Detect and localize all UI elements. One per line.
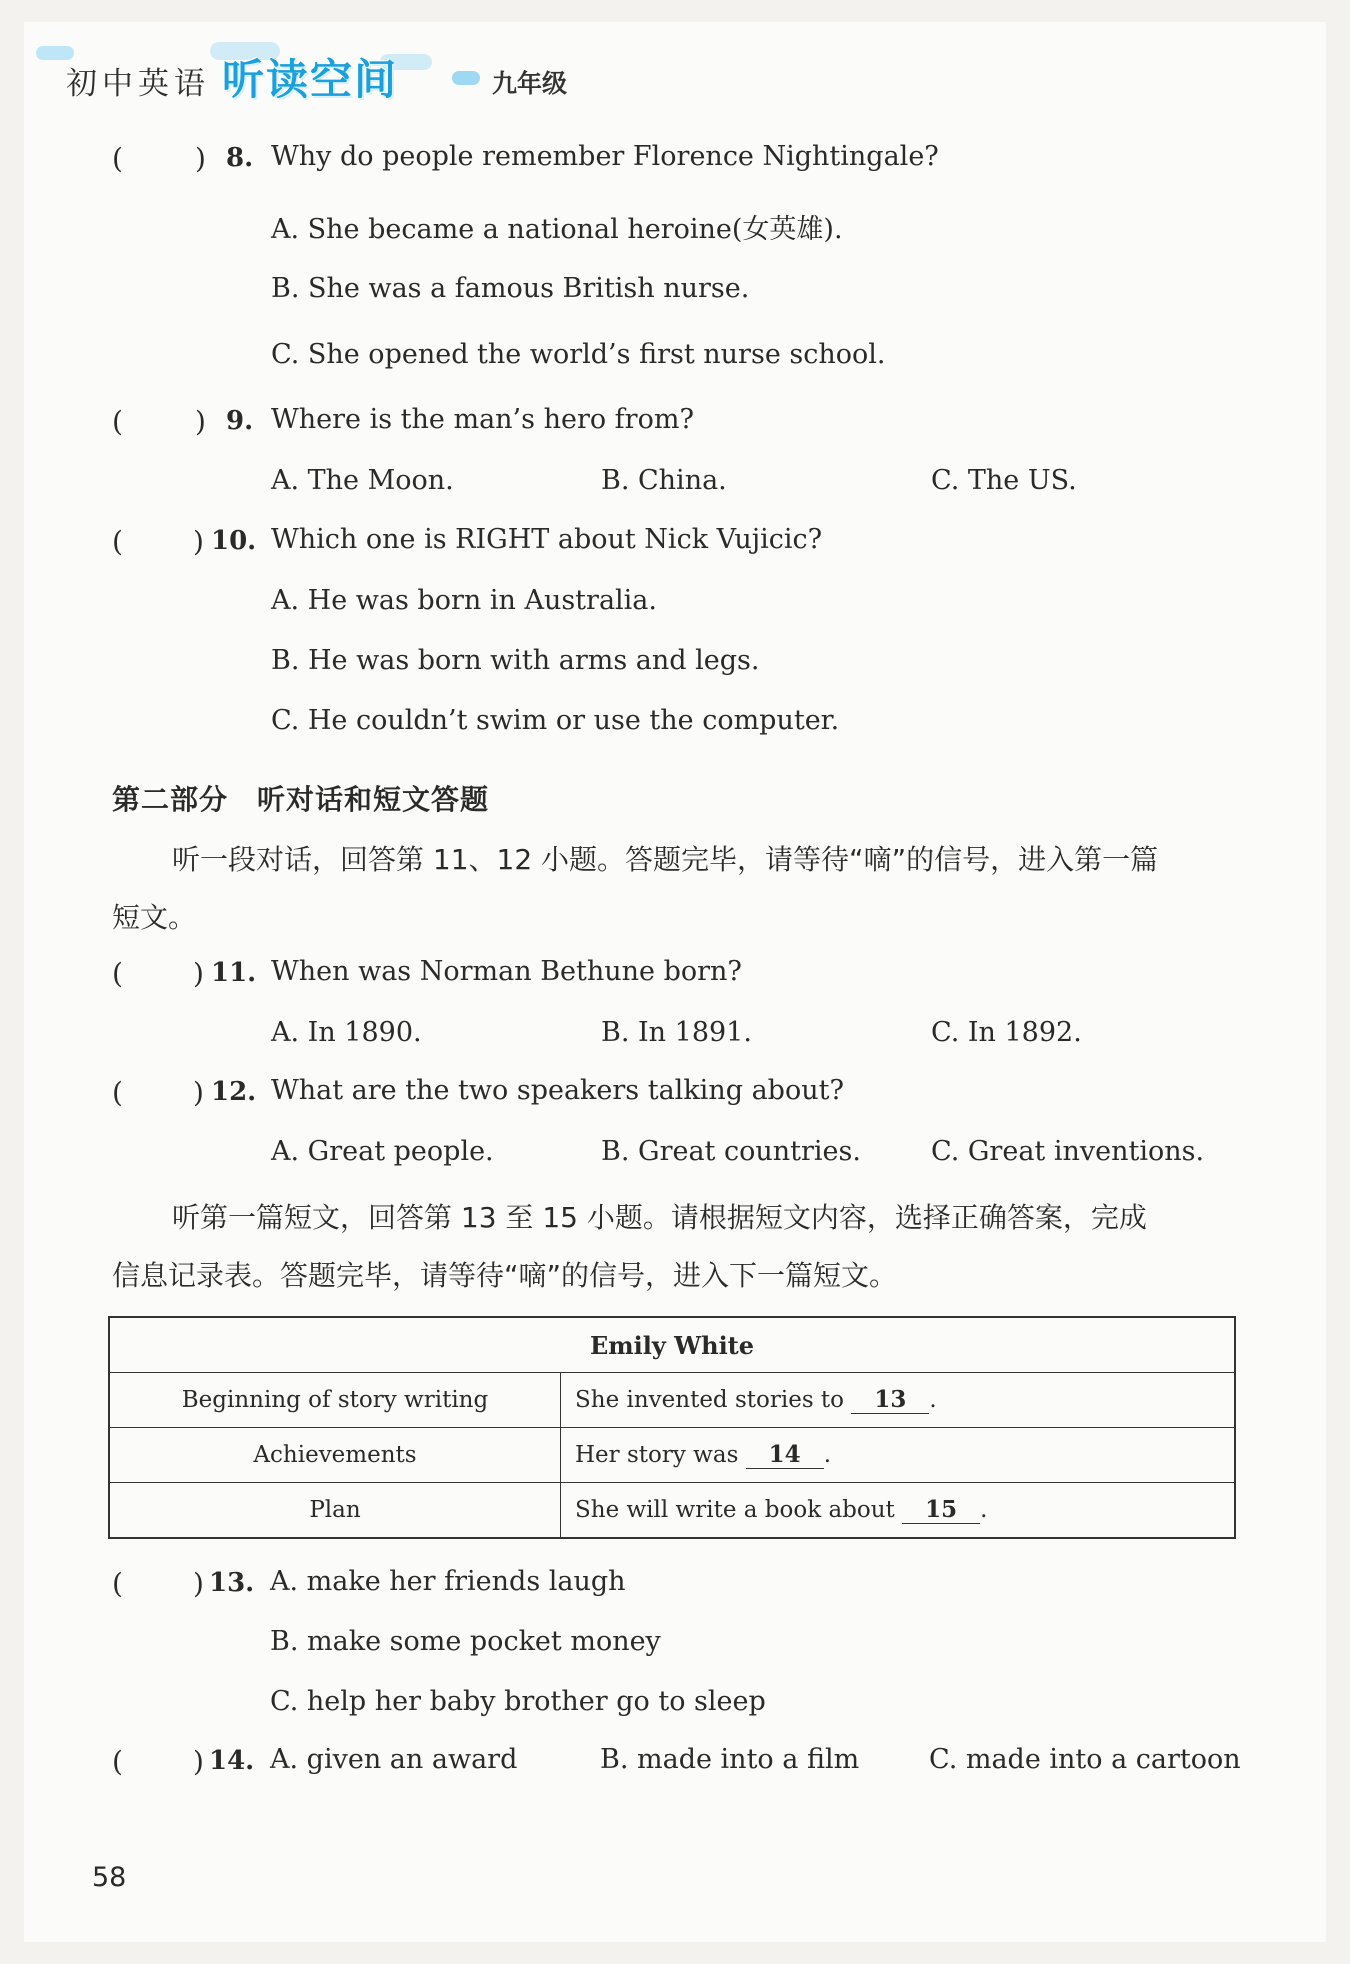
instruction-paragraph-1: 听一段对话，回答第 11、12 小题。答题完毕，请等待“嘀”的信号，进入第一篇 bbox=[172, 843, 1159, 876]
answer-blank-13[interactable]: 13 bbox=[851, 1386, 929, 1414]
option-b: B. make some pocket money bbox=[270, 1626, 661, 1657]
table-row bbox=[109, 1483, 1235, 1539]
instruction-paragraph-1-cont: 短文。 bbox=[112, 901, 197, 934]
option-c: C. She opened the world’s first nurse school. bbox=[271, 339, 886, 370]
section-title: 第二部分 听对话和短文答题 bbox=[112, 783, 490, 816]
option-c: C. He couldn’t swim or use the computer. bbox=[271, 705, 840, 736]
answer-bracket-close: ) bbox=[195, 142, 206, 175]
question-number: 14. bbox=[209, 1746, 255, 1776]
question-number: 9. bbox=[226, 406, 254, 436]
question-stem: Which one is RIGHT about Nick Vujicic? bbox=[271, 524, 823, 555]
table-row bbox=[109, 1428, 1235, 1483]
option-a: A. Great people. bbox=[271, 1136, 494, 1167]
answer-bracket[interactable]: ( bbox=[112, 1567, 123, 1600]
option-a: A. make her friends laugh bbox=[270, 1566, 626, 1597]
table-title: Emily White bbox=[109, 1317, 1235, 1373]
option-a: A. given an award bbox=[270, 1744, 518, 1775]
question-number: 8. bbox=[226, 143, 254, 173]
option-b: B. made into a film bbox=[600, 1744, 860, 1775]
option-b: B. Great countries. bbox=[601, 1136, 861, 1167]
cloud-bullet-icon bbox=[452, 71, 480, 85]
page-header bbox=[0, 0, 1350, 120]
row-label: Beginning of story writing bbox=[109, 1373, 561, 1428]
answer-bracket-close: ) bbox=[193, 525, 204, 558]
answer-blank-14[interactable]: 14 bbox=[746, 1441, 824, 1469]
option-a: A. He was born in Australia. bbox=[271, 585, 657, 616]
question-number: 11. bbox=[211, 958, 257, 988]
option-c: C. The US. bbox=[931, 465, 1077, 496]
answer-bracket[interactable]: ( bbox=[112, 1076, 123, 1109]
row-content: She will write a book about 15 . bbox=[561, 1483, 1236, 1539]
question-stem: What are the two speakers talking about? bbox=[271, 1075, 844, 1106]
table-row bbox=[109, 1373, 1235, 1428]
row-text: She invented stories to bbox=[575, 1387, 845, 1413]
answer-bracket[interactable]: ( bbox=[112, 957, 123, 990]
question-stem: Why do people remember Florence Nightingale? bbox=[271, 141, 939, 172]
answer-bracket-close: ) bbox=[193, 957, 204, 990]
row-label: Plan bbox=[109, 1483, 561, 1539]
row-content: She invented stories to 13 . bbox=[561, 1373, 1236, 1428]
question-stem: Where is the man’s hero from? bbox=[271, 404, 694, 435]
option-b: B. He was born with arms and legs. bbox=[271, 645, 760, 676]
instruction-paragraph-2: 听第一篇短文，回答第 13 至 15 小题。请根据短文内容，选择正确答案，完成 bbox=[172, 1201, 1147, 1234]
option-b: B. China. bbox=[601, 465, 727, 496]
instruction-paragraph-2-cont: 信息记录表。答题完毕，请等待“嘀”的信号，进入下一篇短文。 bbox=[112, 1259, 898, 1292]
row-label: Achievements bbox=[109, 1428, 561, 1483]
option-c: C. Great inventions. bbox=[931, 1136, 1205, 1167]
option-a: A. She became a national heroine(女英雄). bbox=[271, 214, 843, 245]
question-number: 10. bbox=[211, 526, 257, 556]
answer-bracket-close: ) bbox=[193, 1076, 204, 1109]
question-number: 12. bbox=[211, 1077, 257, 1107]
answer-bracket-close: ) bbox=[195, 405, 206, 438]
grade-label: 九年级 bbox=[492, 69, 568, 98]
option-a: A. The Moon. bbox=[271, 465, 454, 496]
option-a: A. In 1890. bbox=[271, 1017, 422, 1048]
information-record-table bbox=[108, 1316, 1236, 1539]
option-b: B. In 1891. bbox=[601, 1017, 752, 1048]
answer-bracket-close: ) bbox=[193, 1745, 204, 1778]
answer-bracket[interactable]: ( bbox=[112, 142, 123, 175]
option-c: C. In 1892. bbox=[931, 1017, 1082, 1048]
option-c: C. made into a cartoon bbox=[929, 1744, 1241, 1775]
answer-blank-15[interactable]: 15 bbox=[902, 1496, 980, 1524]
answer-bracket-close: ) bbox=[193, 1567, 204, 1600]
row-text: Her story was bbox=[575, 1442, 739, 1468]
answer-bracket[interactable]: ( bbox=[112, 1745, 123, 1778]
series-logo: 听读空间 bbox=[222, 55, 399, 104]
option-b: B. She was a famous British nurse. bbox=[271, 273, 750, 304]
table-header-row bbox=[109, 1317, 1235, 1373]
option-c: C. help her baby brother go to sleep bbox=[270, 1686, 766, 1717]
answer-bracket[interactable]: ( bbox=[112, 405, 123, 438]
question-stem: When was Norman Bethune born? bbox=[271, 956, 742, 987]
question-number: 13. bbox=[209, 1568, 255, 1598]
row-content: Her story was 14 . bbox=[561, 1428, 1236, 1483]
row-text: She will write a book about bbox=[575, 1497, 895, 1523]
answer-bracket[interactable]: ( bbox=[112, 525, 123, 558]
page-number: 58 bbox=[92, 1862, 127, 1893]
course-title: 初中英语 bbox=[66, 66, 210, 102]
